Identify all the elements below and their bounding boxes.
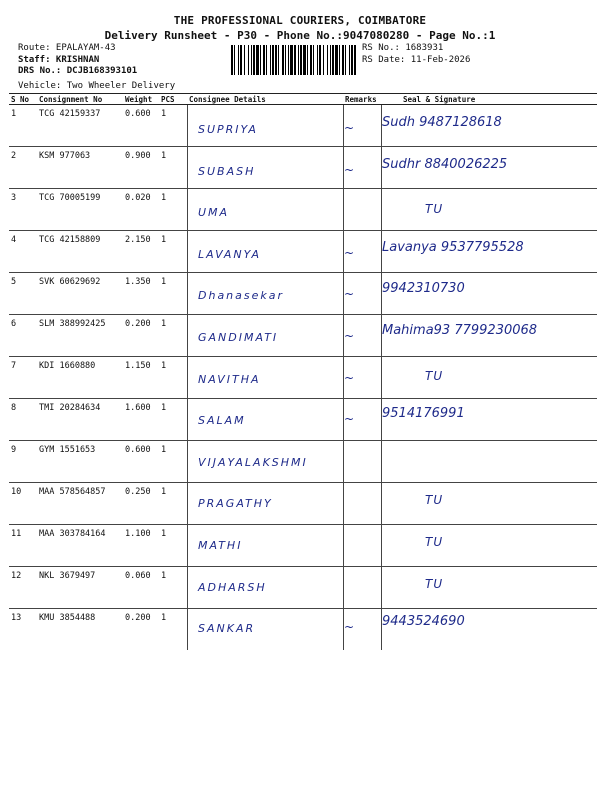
consignment-cell: SVK 60629692 — [37, 273, 123, 315]
meta-right — [362, 43, 470, 66]
sno-cell: 11 — [9, 525, 37, 567]
remarks-tick-mark: ~ — [344, 620, 355, 635]
weight-cell: 0.200 — [123, 315, 159, 357]
consignment-cell: GYM 1551653 — [37, 441, 123, 483]
consignment-cell: MAA 578564857 — [37, 483, 123, 525]
table-row — [9, 147, 597, 189]
remarks-tick-mark: ~ — [344, 121, 355, 135]
pcs-cell: 1 — [159, 315, 187, 357]
route-field: Route: EPALAYAM-43 — [18, 43, 116, 53]
receiver-signature: TU — [425, 576, 444, 591]
weight-cell: 0.900 — [123, 147, 159, 189]
runsheet-header — [0, 14, 600, 42]
pcs-cell: 1 — [159, 567, 187, 609]
table-row — [9, 273, 597, 315]
sno-cell: 3 — [9, 189, 37, 231]
consignment-cell: SLM 388992425 — [37, 315, 123, 357]
consignee-handwritten-name: SUBASH — [198, 164, 256, 178]
consignment-cell: TMI 20284634 — [37, 399, 123, 441]
seal-cell — [381, 525, 597, 567]
consignee-handwritten-name: UMA — [198, 206, 230, 220]
weight-cell: 2.150 — [123, 231, 159, 273]
receiver-signature: 9942310730 — [382, 281, 465, 297]
weight-cell: 0.600 — [123, 441, 159, 483]
consignee-handwritten-name: GANDIMATI — [198, 331, 279, 344]
consignment-cell: MAA 303784164 — [37, 525, 123, 567]
remarks-cell — [343, 441, 381, 483]
col-consignment: Consignment No — [37, 94, 123, 105]
sno-cell: 13 — [11, 613, 22, 623]
remarks-cell — [343, 525, 381, 567]
table-row — [9, 399, 597, 441]
remarks-cell — [343, 483, 381, 525]
pcs-cell: 1 — [159, 105, 187, 147]
pcs-cell: 1 — [159, 399, 187, 441]
staff-field: Staff: KRISHNAN — [18, 54, 100, 65]
remarks-tick-mark: ~ — [344, 370, 355, 385]
table-row — [9, 609, 597, 651]
pcs-cell: 1 — [159, 189, 187, 231]
consignee-handwritten-name: ADHARSH — [198, 580, 267, 594]
receiver-signature: Mahima93 7799230068 — [382, 323, 538, 338]
consignee-handwritten-name: Dhanasekar — [198, 289, 285, 303]
pcs-cell: 1 — [159, 441, 187, 483]
table-row — [9, 525, 597, 567]
table-row — [9, 105, 597, 147]
receiver-signature: TU — [425, 368, 444, 383]
table-row — [9, 567, 597, 609]
weight-cell: 1.150 — [123, 357, 159, 399]
pcs-cell: 1 — [159, 525, 187, 567]
weight-cell: 0.060 — [123, 567, 159, 609]
receiver-signature: TU — [425, 202, 444, 217]
sno-cell: 9 — [9, 441, 37, 483]
consignee-handwritten-name: NAVITHA — [198, 372, 261, 386]
col-weight: Weight — [123, 94, 159, 105]
pcs-cell: 1 — [159, 231, 187, 273]
consignment-cell: NKL 3679497 — [37, 567, 123, 609]
pcs-cell: 1 — [159, 483, 187, 525]
meta-left — [18, 43, 137, 78]
sno-cell: 10 — [9, 483, 37, 525]
weight-cell: 0.600 — [123, 105, 159, 147]
consignment-cell: TCG 70005199 — [37, 189, 123, 231]
receiver-signature: Sudh 9487128618 — [382, 115, 502, 130]
table-row — [9, 189, 597, 231]
receiver-signature: TU — [425, 535, 444, 549]
consignee-handwritten-name: MATHI — [198, 539, 243, 552]
runsheet-subtitle: Delivery Runsheet - P30 - Phone No.:9047080280 - Page No.:1 — [104, 29, 496, 42]
weight-cell: 0.200 — [125, 613, 151, 623]
weight-cell: 0.020 — [123, 189, 159, 231]
table-row — [9, 357, 597, 399]
col-remarks: Remarks — [343, 94, 381, 105]
remarks-tick-mark: ~ — [344, 329, 355, 343]
sno-cell: 8 — [9, 399, 37, 441]
sno-cell: 1 — [9, 105, 37, 147]
consignee-handwritten-name: PRAGATHY — [198, 497, 273, 511]
rs-number-field: RS No.: 1683931 — [362, 43, 444, 53]
sno-cell: 5 — [9, 273, 37, 315]
receiver-signature: 9514176991 — [382, 406, 465, 422]
vehicle-field: Vehicle: Two Wheeler Delivery — [18, 81, 176, 91]
col-consignee: Consignee Details — [187, 94, 343, 105]
consignment-cell: TCG 42159337 — [37, 105, 123, 147]
sno-cell: 2 — [9, 147, 37, 189]
table-header-row — [9, 94, 597, 105]
remarks-tick-mark: ~ — [344, 162, 355, 177]
consignment-cell: KMU 3854488 — [39, 613, 96, 623]
receiver-signature: Lavanya 9537795528 — [382, 239, 524, 255]
receiver-signature: Sudhr 8840026225 — [382, 156, 508, 172]
receiver-signature: TU — [425, 493, 444, 508]
table-row — [9, 483, 597, 525]
pcs-cell: 1 — [159, 147, 187, 189]
weight-cell: 0.250 — [123, 483, 159, 525]
remarks-cell — [343, 567, 381, 609]
receiver-signature: 9443524690 — [382, 614, 465, 630]
seal-cell — [381, 357, 597, 399]
consignee-handwritten-name: SALAM — [198, 414, 246, 428]
consignment-cell: KDI 1660880 — [37, 357, 123, 399]
consignee-handwritten-name: SANKAR — [198, 622, 256, 636]
consignment-cell: KSM 977063 — [37, 147, 123, 189]
pcs-cell: 1 — [159, 273, 187, 315]
drs-field: DRS No.: DCJB168393101 — [18, 66, 138, 76]
sno-cell: 6 — [9, 315, 37, 357]
remarks-tick-mark: ~ — [344, 287, 355, 302]
remarks-tick-mark: ~ — [344, 245, 355, 260]
consignment-cell: TCG 42158809 — [37, 231, 123, 273]
consignee-handwritten-name: VIJAYALAKSHMI — [198, 455, 308, 469]
rs-date-field: RS Date: 11-Feb-2026 — [362, 54, 471, 65]
col-sno: S No — [9, 94, 37, 105]
consignee-handwritten-name: SUPRIYA — [198, 123, 258, 136]
company-title: THE PROFESSIONAL COURIERS, COIMBATORE — [173, 14, 427, 27]
sno-cell: 12 — [9, 567, 37, 609]
consignee-handwritten-name: LAVANYA — [198, 247, 262, 261]
weight-cell: 1.100 — [123, 525, 159, 567]
remarks-tick-mark: ~ — [344, 412, 355, 427]
seal-cell — [381, 567, 597, 609]
runsheet-table — [9, 93, 597, 650]
pcs-cell: 1 — [161, 613, 167, 623]
sno-cell: 7 — [9, 357, 37, 399]
col-pcs: PCS — [159, 94, 187, 105]
weight-cell: 1.350 — [123, 273, 159, 315]
col-seal: Seal & Signature — [381, 94, 597, 105]
weight-cell: 1.600 — [123, 399, 159, 441]
remarks-cell — [343, 189, 381, 231]
sno-cell: 4 — [9, 231, 37, 273]
barcode-image — [231, 45, 357, 75]
seal-cell — [381, 189, 597, 231]
pcs-cell: 1 — [159, 357, 187, 399]
seal-cell — [381, 483, 597, 525]
seal-cell — [381, 441, 597, 483]
